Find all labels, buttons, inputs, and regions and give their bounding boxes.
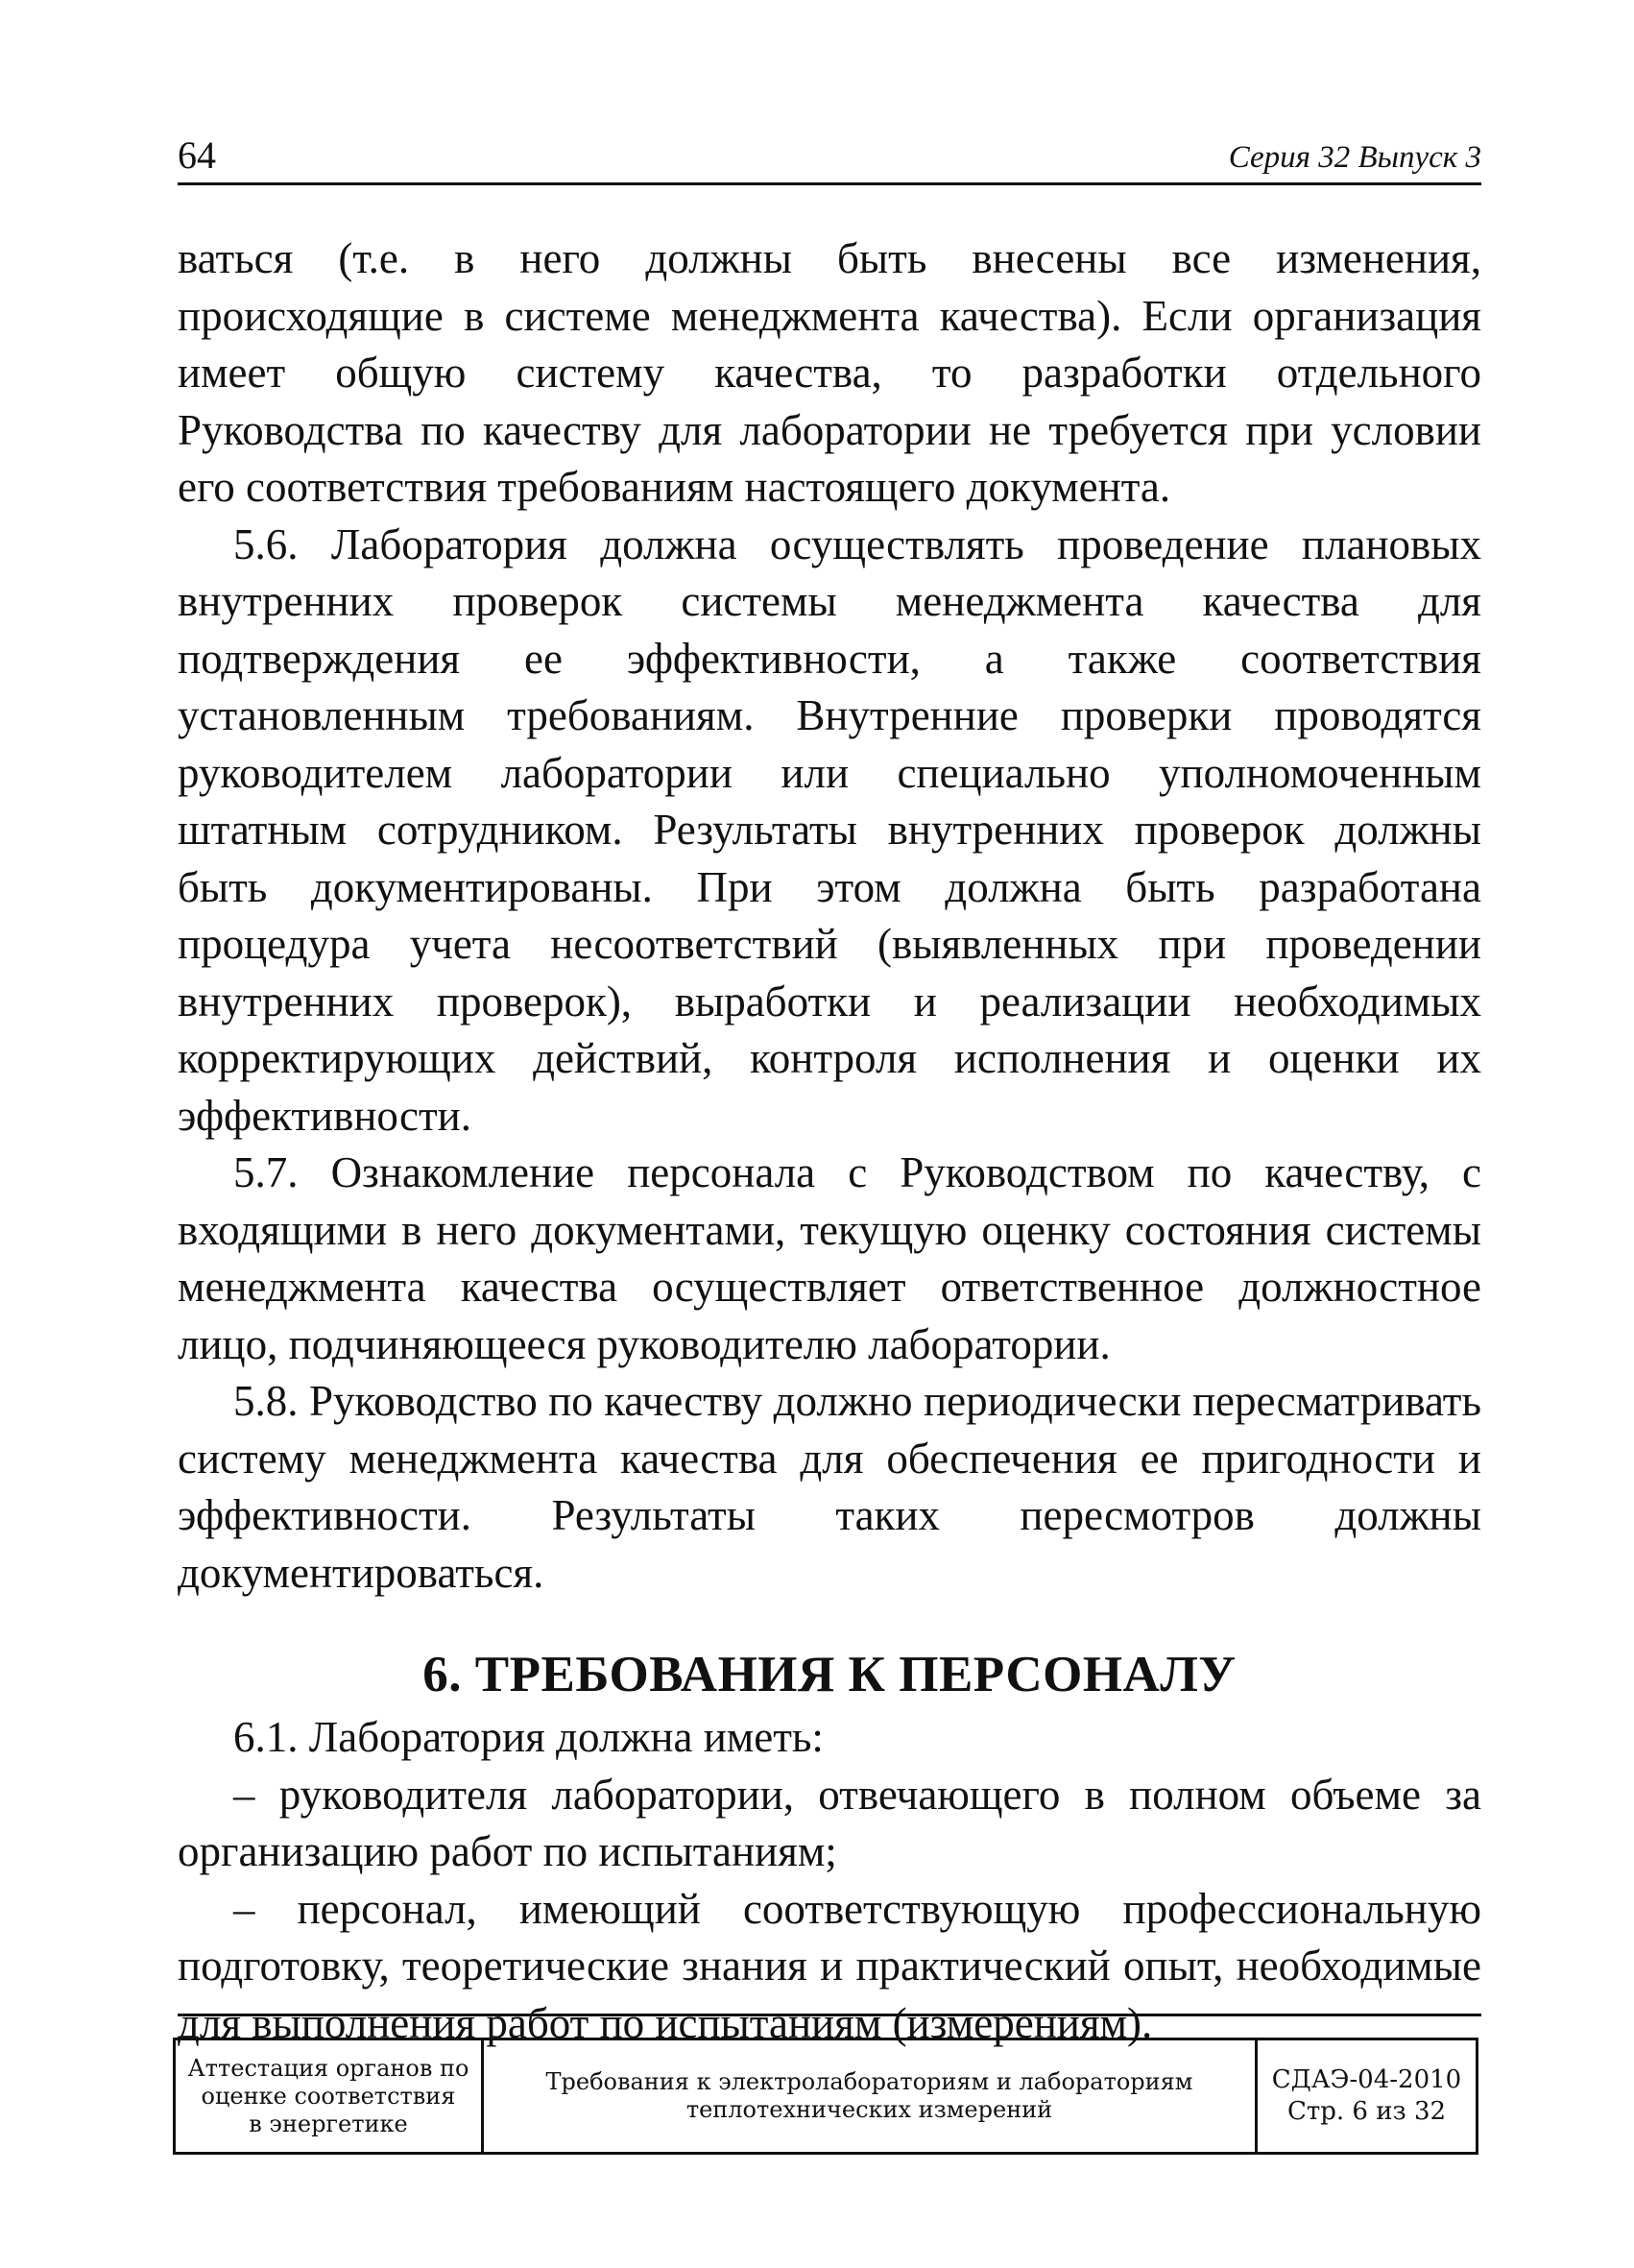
paragraph-continuation: ваться (т.е. в него должны быть внесены все изменения, происходящие в системе менеджмента качества). Если организация имеет общую систему качества, то разработки отдельного Руководства по качеству для лаборатории не требуется при условии его соответствия требованиям настоящего документа. [178, 234, 1481, 511]
footer-org-line-3: в энергетике [249, 2110, 408, 2137]
list-item-head-of-lab: – руководителя лаборатории, отвечающего в полном объеме за организацию работ по испытаниям; [178, 1770, 1481, 1875]
paragraph-5-8: 5.8. Руководство по качеству должно периодически пересматривать систему менеджмента качества для обеспечения ее пригодности и эффективности. Результаты таких пересмотров должны документироваться. [178, 1377, 1481, 1597]
list-item-personnel: – персонал, имеющий соответствующую профессиональную подготовку, теоретические знания и практический опыт, необходимые для выполнения работ по испытаниям (измерениям). [178, 1884, 1481, 2047]
footer-title-line-1: Требования к электролабораториям и лабораториям [545, 2068, 1193, 2095]
paragraph-6-1: 6.1. Лаборатория должна иметь: [233, 1713, 824, 1761]
page-number: 64 [178, 133, 216, 177]
page-header [178, 133, 1481, 185]
footer-org-line-2: оценке соответствия [201, 2082, 456, 2110]
footer-table [173, 2038, 1478, 2155]
footer-document-code: СДАЭ-04-2010 [1271, 2065, 1462, 2094]
footer-title-line-2: теплотехнических измерений [685, 2096, 1053, 2123]
section-title: 6. ТРЕБОВАНИЯ К ПЕРСОНАЛУ [422, 1647, 1237, 1702]
footer-page-counter: Стр. 6 из 32 [1286, 2097, 1447, 2126]
series-label: Серия 32 Выпуск 3 [1228, 140, 1481, 175]
footer-rule [178, 2014, 1481, 2016]
footer-cell-organization [176, 2040, 481, 2152]
paragraph-5-7: 5.7. Ознакомление персонала с Руководством по качеству, с входящими в него документами, текущую оценку состояния системы менеджмента качества осуществляет ответственное должностное лицо, подчиняющееся руководителю лаборатории. [178, 1148, 1481, 1368]
main-text [178, 230, 1481, 2052]
footer-cell-document-code [1255, 2040, 1476, 2152]
paragraph-5-6: 5.6. Лаборатория должна осуществлять проведение плановых внутренних проверок системы менеджмента качества для подтверждения ее эффективности, а также соответствия установленным требованиям. Внутренние проверки проводятся руководителем лаборатории или специально уполномоченным штатным сотрудником. Результаты внутренних проверок должны быть документированы. При этом должна быть разработана процедура учета несоответствий (выявленных при проведении внутренних проверок), выработки и реализации необходимых корректирующих действий, контроля исполнения и оценки их эффективности. [178, 519, 1481, 1140]
footer-cell-document-title [481, 2040, 1255, 2152]
footer-org-line-1: Аттестация органов по [187, 2054, 469, 2082]
